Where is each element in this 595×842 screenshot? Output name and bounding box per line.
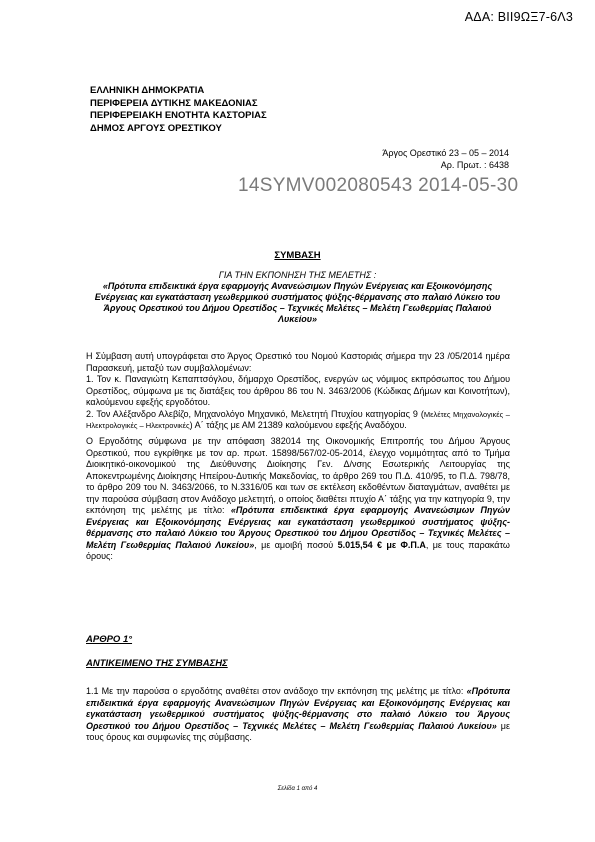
party-contractor-text-a: 2. Τον Αλέξανδρο Αλεβίζο, Μηχανολόγο Μηχανικό, Μελετητή Πτυχίου κατηγορίας 9 (	[86, 408, 424, 419]
assignment-amount: 5.015,54 € με Φ.Π.Α	[337, 539, 426, 550]
party-contractor	[86, 409, 510, 432]
assignment-terms: , με τους παρακάτω όρους:	[86, 539, 510, 561]
subject-text: «Πρότυπα επιδεικτικά έργα εφαρμογής Ανανεώσιμων Πηγών Ενέργειας και Εξοικονόμησης Ενέργειας και εγκατάσταση γεωθερμικού συστήματος ψύξης-θέρμανσης στο παλαιό Λύκειο του Άργους Ορεστικού του Δήμου Ορεστίδος – Τεχνικές Μελέτες – Μελέτη Γεωθερμίας Παλαιού Λυκείου»	[94, 281, 501, 324]
clause-1-1-title: «Πρότυπα επιδεικτικά έργα εφαρμογής Ανανεώσιμων Πηγών Ενέργειας και Εξοικονόμησης Ενέργειας και εγκατάσταση γεωθερμικού συστήματος ψύξης-θέρμανσης στο παλαιό Λύκειο του Άργους Ορεστικού του Δήμου Ορεστίδος – Τεχνικές Μελέτες – Μελέτη Γεωθερμίας Παλαιού Λυκείου»	[86, 686, 510, 731]
intro-section	[86, 351, 510, 432]
issuer-header	[90, 85, 267, 135]
subject-lead: ΓΙΑ ΤΗΝ ΕΚΠΟΝΗΣΗ ΤΗΣ ΜΕΛΕΤΗΣ :	[218, 270, 377, 280]
contract-subject	[85, 270, 510, 325]
clause-1-1-tail: με τους όρους και συμφωνίες της σύμβασης.	[86, 720, 510, 742]
date-line: Άργος Ορεστικό 23 – 05 – 2014	[382, 148, 509, 158]
header-line-country: ΕΛΛΗΝΙΚΗ ΔΗΜΟΚΡΑΤΙΑ	[90, 85, 205, 96]
header-line-municipality: ΔΗΜΟΣ ΑΡΓΟΥΣ ΟΡΕΣΤΙΚΟΥ	[90, 122, 222, 134]
party-contractor-category: Μελέτες Μηχανολογικές – Ηλεκτρολογικές – Ηλεκτρονικές	[86, 409, 510, 430]
page-title: ΣΥΜΒΑΣΗ	[274, 250, 321, 261]
date-protocol-block	[382, 147, 509, 171]
header-line-regional-unit: ΠΕΡΙΦΕΡΕΙΑΚΗ ΕΝΟΤΗΤΑ ΚΑΣΤΟΡΙΑΣ	[90, 110, 267, 121]
clause-1-1-lead: 1.1 Με την παρούσα ο εργοδότης αναθέτει στον ανάδοχο την εκπόνηση της μελέτης με τίτλο:	[86, 686, 464, 696]
header-line-region: ΠΕΡΙΦΕΡΕΙΑ ΔΥΤΙΚΗΣ ΜΑΚΕΔΟΝΙΑΣ	[90, 97, 258, 109]
party-employer: 1. Τον κ. Παναγιώτη Κεπαπτσόγλου, δήμαρχο Ορεστίδος, ενεργών ως νόμιμος εκπρόσωπος του Δήμου Ορεστίδος, σύμφωνα με τις διατάξεις του άρθρου 86 του Ν. 3463/2006 (Κώδικας Δήμων και Κοινοτήτων), καλούμενου εφεξής εργοδότου.	[86, 374, 510, 407]
document-number: 14SYMV002080543 2014-05-30	[238, 175, 519, 196]
party-contractor-text-b: ) Α΄ τάξης με ΑΜ 21389 καλούμενου εφεξής Αναδόχου.	[189, 420, 407, 430]
assignment-fee-lead: , με αμοιβή ποσού	[254, 539, 334, 550]
article-heading: ΑΡΘΡΟ 1°	[86, 634, 133, 645]
intro-paragraph: Η Σύμβαση αυτή υπογράφεται στο Άργος Ορεστικό του Νομού Καστοριάς σήμερα την 23 /05/2014 ημέρα Παρασκευή, μεταξύ των συμβαλλομένων:	[86, 351, 510, 373]
page-footer: Σελίδα 1 από 4	[277, 786, 318, 792]
assignment-paragraph	[86, 436, 510, 563]
article-subtitle: ΑΝΤΙΚΕΙΜΕΝΟ ΤΗΣ ΣΥΜΒΑΣΗΣ	[86, 658, 228, 669]
clause-1-1	[86, 686, 510, 744]
assignment-text: Ο Εργοδότης σύμφωνα με την απόφαση 382014 της Οικονομικής Επιτροπής του Δήμου Άργους Ορεστικού, που εγκρίθηκε με τον αρ. πρωτ. 15898/567/02-05-2014, έλεγχο νομιμότητας από το Τμήμα Διοικητικό-οικονομικού της Διεύθυνσης Διοίκησης Γεν. Δ/νσης Εσωτερικής Λειτουργίας της Αποκεντρωμένης Διοίκησης Ηπείρου-Δυτικής Μακεδονίας, το άρθρο 269 του Π.Δ. 410/95, το Π.Δ. 798/78, το άρθρο 209 του Ν. 3463/2066, το Ν.3316/05 και των σε εκτέλεση εκδοθέντων διαταγμάτων, αναθέτει με την παρούσα σύμβαση στον Ανάδοχο μελετητή, ο οποίος διαθέτει πτυχίο Α΄ τάξης για την κατηγορία 9, την εκπόνηση της μελέτης με τίτλο:	[86, 436, 510, 515]
protocol-line: Αρ. Πρωτ. : 6438	[440, 160, 509, 170]
assignment-study-title: «Πρότυπα επιδεικτικά έργα εφαρμογής Ανανεώσιμων Πηγών Ενέργειας και Εξοικονόμησης Ενέργειας και εγκατάσταση γεωθερμικού συστήματος ψύξης-θέρμανσης στο παλαιό Λύκειο του Άργους Ορεστικού του Δήμου Ορεστίδος – Τεχνικές Μελέτες – Μελέτη Γεωθερμίας Παλαιού Λυκείου»	[86, 505, 510, 550]
ada-number: ΑΔΑ: ΒΙΙ9ΩΞ7-6Λ3	[464, 10, 573, 24]
